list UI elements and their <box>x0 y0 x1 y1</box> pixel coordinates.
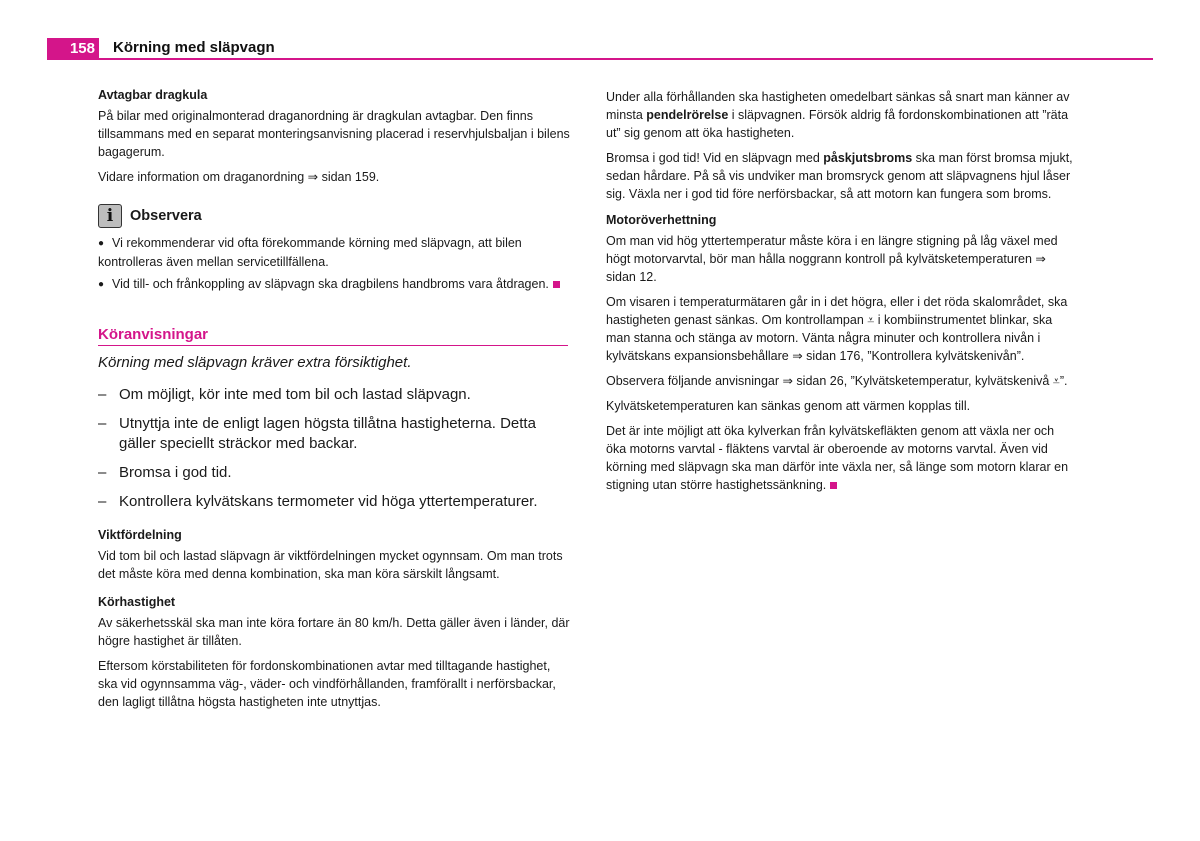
heading-viktfordelning: Viktfördelning <box>98 528 182 542</box>
list-item <box>98 492 570 512</box>
text-run: ska man först bromsa mjukt, sedan hårdare. På så vis undviker man bromsryck genom att släpvagnens hjul låser sig. Växla ner i god tid före nerförsbackar, så att motorn kan fungera som broms. <box>606 151 1073 201</box>
header-rule <box>47 58 1153 60</box>
text-run: Bromsa i god tid! Vid en släpvagn med <box>606 151 824 165</box>
section-end-icon <box>553 281 560 288</box>
paragraph: På bilar med originalmonterad draganordning är dragkulan avtagbar. Den finns tillsammans med en separat monteringsanvisning placerad i reservhjulsbaljan i bilens bagagerum. <box>98 109 570 159</box>
paragraph <box>606 422 1076 494</box>
dash-icon: – <box>98 386 107 403</box>
heading-korhastighet: Körhastighet <box>98 595 176 609</box>
text-run: Under alla förhållanden ska hastigheten omedelbart sänkas så snart man känner av minsta <box>606 90 1070 122</box>
text-run: Det är inte möjligt att öka kylverkan från kylvätskefläkten genom att växla ner och öka motorns varvtal - fläktens varvtal är oberoende av motorns varvtal. Även vid körning med släpvagn ska man därför inte växla ner, så länge som motorn klarar en stigning utan större hastighetssänkning. <box>606 424 1069 492</box>
section-koranvisningar <box>98 326 570 512</box>
list-item <box>98 463 570 483</box>
chapter-title: Körning med släpvagn <box>113 39 275 56</box>
subsection-motoroverhettning <box>606 213 1076 494</box>
page-number: 158 <box>47 38 99 60</box>
dash-icon: – <box>98 464 107 481</box>
note-bullet <box>98 234 570 271</box>
heading-avtagbar-dragkula: Avtagbar dragkula <box>98 88 208 102</box>
info-icon: i <box>98 204 122 228</box>
note-box <box>98 204 570 294</box>
dash-icon: – <box>98 493 107 510</box>
note-bullet-text: Vi rekommenderar vid ofta förekommande körning med släpvagn, att bilen kontrolleras även mellan servicetillfällena. <box>98 236 522 269</box>
list-item-text: Kontrollera kylvätskans termometer vid höga yttertemperaturer. <box>119 493 538 510</box>
paragraph: Om visaren i temperaturmätaren går in i det högra, eller i det röda skalområdet, ska hastigheten genast sänkas. Om kontrollampan ⩡ i kombiinstrumentet blinkar, ska man stanna och stänga av motorn. Vänta några minuter och kontrollera nivån i kylvätskans expansionsbehållare ⇒ sidan 176, ”Kontrollera kylvätskenivån”. <box>606 295 1068 363</box>
paragraph: Eftersom körstabiliteten för fordonskombinationen avtar med tilltagande hastighet, ska vid ogynnsamma väg-, väder- och vindförhållanden, framförallt i nerförsbackar, den lagligt tillåtna högsta hastigheten inte utnyttjas. <box>98 659 556 709</box>
paragraph-cross-reference: Vidare information om draganordning ⇒ sidan 159. <box>98 170 380 184</box>
bullet-icon: ● <box>98 279 105 290</box>
section-lead: Körning med släpvagn kräver extra försiktighet. <box>98 354 412 371</box>
heading-motoroverhettning: Motoröverhettning <box>606 213 717 227</box>
list-item-text: Bromsa i god tid. <box>119 464 232 481</box>
note-bullet-text: Vid till- och frånkoppling av släpvagn ska dragbilens handbroms vara åtdragen. <box>112 277 549 291</box>
note-header <box>98 204 570 228</box>
bold-term: pendelrörelse <box>646 108 729 122</box>
paragraph: Om man vid hög yttertemperatur måste köra i en längre stigning på låg växel med högt motorvarvtal, bör man hålla noggrann kontroll på kylvätsketemperaturen ⇒ sidan 12. <box>606 234 1058 284</box>
paragraph-paskjutsbroms <box>606 149 1076 203</box>
bullet-icon: ● <box>98 238 105 249</box>
paragraph: Kylvätsketemperaturen kan sänkas genom att värmen kopplas till. <box>606 399 971 413</box>
paragraph: Vid tom bil och lastad släpvagn är viktfördelningen mycket ogynnsam. Om man trots det måste köra med denna kombination, ska man köra särskilt långsamt. <box>98 549 563 581</box>
dash-icon: – <box>98 415 107 432</box>
note-title: Observera <box>130 208 202 224</box>
list-item <box>98 385 570 405</box>
left-column <box>98 88 570 718</box>
list-item-text: Utnyttja inte de enligt lagen högsta tillåtna hastigheterna. Detta gäller speciellt sträckor med backar. <box>119 415 536 452</box>
paragraph: Av säkerhetsskäl ska man inte köra fortare än 80 km/h. Detta gäller även i länder, där högre hastighet är tillåten. <box>98 616 570 648</box>
list-item <box>98 414 570 454</box>
subsection-korhastighet <box>98 595 570 711</box>
note-bullet <box>98 275 570 294</box>
list-item-text: Om möjligt, kör inte med tom bil och lastad släpvagn. <box>119 386 471 403</box>
section-end-icon <box>830 482 837 489</box>
paragraph: Observera följande anvisningar ⇒ sidan 26, ”Kylvätsketemperatur, kylvätskenivå ⩡”. <box>606 374 1068 388</box>
subsection-viktfordelning <box>98 528 570 583</box>
right-column <box>606 88 1076 501</box>
text-run: i släpvagnen. Försök aldrig få fordonskombinationen att ”räta ut” sig genom att öka hastigheten. <box>606 108 1069 140</box>
paragraph-pendelrorelse <box>606 88 1076 142</box>
bold-term: påskjutsbroms <box>823 151 913 165</box>
section-title: Köranvisningar <box>98 326 568 346</box>
